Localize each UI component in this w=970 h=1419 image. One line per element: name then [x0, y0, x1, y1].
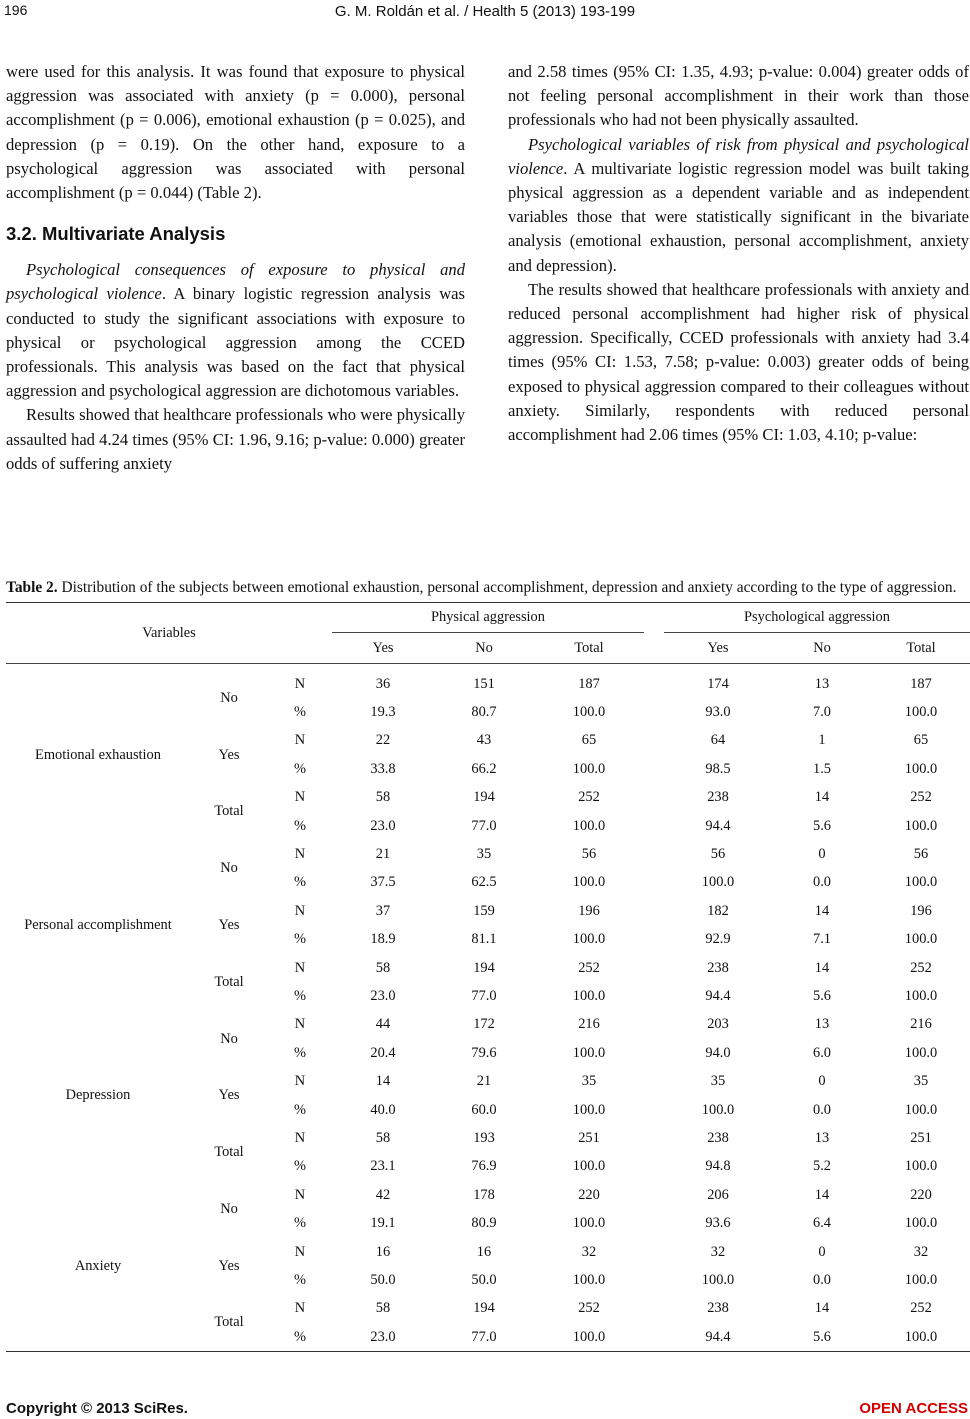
count-cell: 13: [814, 675, 830, 692]
stat-label: N: [294, 1129, 306, 1146]
count-cell: 14: [814, 789, 830, 806]
count-cell: 21: [476, 1073, 492, 1090]
percent-cell: 66.2: [471, 760, 497, 777]
level-label: No: [220, 1030, 238, 1047]
count-cell: 252: [578, 1300, 600, 1317]
col-header: Yes: [332, 633, 434, 664]
col-header: Total: [534, 633, 644, 664]
count-cell: 1: [818, 732, 826, 749]
percent-cell: 93.6: [705, 1215, 731, 1232]
count-cell: 58: [375, 959, 391, 976]
percent-cell: 0.0: [813, 1271, 831, 1288]
percent-cell: 100.0: [904, 874, 938, 891]
count-cell: 196: [910, 902, 932, 919]
stat-label: N: [294, 789, 306, 806]
variable-name: Anxiety: [6, 1181, 190, 1352]
left-paragraph-2-lead: Psychological consequences of exposure to physical and psychological violence: [6, 260, 465, 304]
percent-cell: 100.0: [572, 760, 606, 777]
count-cell: 14: [814, 959, 830, 976]
count-cell: 58: [375, 1300, 391, 1317]
percent-cell: 100.0: [572, 1271, 606, 1288]
percent-cell: 6.4: [813, 1215, 831, 1232]
count-cell: 172: [473, 1016, 495, 1033]
percent-cell: 100.0: [904, 1271, 938, 1288]
percent-cell: 100.0: [904, 1101, 938, 1118]
stat-label: N: [294, 1243, 306, 1260]
level-label: Total: [214, 973, 244, 990]
count-cell: 238: [707, 1129, 729, 1146]
percent-cell: 100.0: [572, 704, 606, 721]
stat-label: %: [294, 704, 306, 721]
stat-label: %: [294, 1044, 306, 1061]
percent-cell: 23.0: [370, 987, 396, 1004]
percent-cell: 0.0: [813, 874, 831, 891]
count-cell: 193: [473, 1129, 495, 1146]
percent-cell: 5.6: [813, 817, 831, 834]
level-label: Yes: [218, 1257, 240, 1274]
percent-cell: 100.0: [904, 931, 938, 948]
stat-label: N: [294, 1186, 306, 1203]
percent-cell: 79.6: [471, 1044, 497, 1061]
stat-label: %: [294, 760, 306, 777]
percent-cell: 100.0: [701, 1271, 735, 1288]
count-cell: 64: [710, 732, 726, 749]
count-cell: 13: [814, 1016, 830, 1033]
count-cell: 14: [814, 1186, 830, 1203]
percent-cell: 100.0: [904, 704, 938, 721]
count-cell: 194: [473, 1300, 495, 1317]
count-cell: 0: [818, 846, 826, 863]
percent-cell: 77.0: [471, 817, 497, 834]
percent-cell: 94.0: [705, 1044, 731, 1061]
count-cell: 14: [814, 1300, 830, 1317]
right-paragraph-1: and 2.58 times (95% CI: 1.35, 4.93; p-value: 0.004) greater odds of not feeling personal accomplishment in their work than those professionals who had not been physically assaulted.: [508, 62, 969, 130]
percent-cell: 100.0: [701, 1101, 735, 1118]
section-heading: 3.2. Multivariate Analysis: [6, 223, 226, 245]
stat-label: N: [294, 1300, 306, 1317]
percent-cell: 7.1: [813, 931, 831, 948]
percent-cell: 37.5: [370, 874, 396, 891]
count-cell: 14: [814, 902, 830, 919]
percent-cell: 23.1: [370, 1158, 396, 1175]
stat-label: %: [294, 817, 306, 834]
percent-cell: 50.0: [370, 1271, 396, 1288]
percent-cell: 1.5: [813, 760, 831, 777]
count-cell: 187: [578, 675, 600, 692]
count-cell: 178: [473, 1186, 495, 1203]
count-cell: 32: [581, 1243, 597, 1260]
level-label: No: [220, 689, 238, 706]
percent-cell: 92.9: [705, 931, 731, 948]
running-head: G. M. Roldán et al. / Health 5 (2013) 193-199: [334, 3, 636, 20]
percent-cell: 5.2: [813, 1158, 831, 1175]
percent-cell: 100.0: [904, 987, 938, 1004]
percent-cell: 100.0: [572, 874, 606, 891]
stat-label: %: [294, 931, 306, 948]
count-cell: 252: [910, 1300, 932, 1317]
count-cell: 56: [581, 846, 597, 863]
count-cell: 35: [581, 1073, 597, 1090]
count-cell: 182: [707, 902, 729, 919]
percent-cell: 93.0: [705, 704, 731, 721]
count-cell: 252: [910, 959, 932, 976]
stat-label: %: [294, 1215, 306, 1232]
level-label: No: [220, 1200, 238, 1217]
percent-cell: 100.0: [572, 1101, 606, 1118]
percent-cell: 100.0: [572, 1215, 606, 1232]
percent-cell: 18.9: [370, 931, 396, 948]
percent-cell: 100.0: [904, 817, 938, 834]
right-column: [508, 60, 969, 447]
count-cell: 37: [375, 902, 391, 919]
percent-cell: 7.0: [813, 704, 831, 721]
table-row: [6, 1181, 970, 1209]
percent-cell: 23.0: [332, 1323, 434, 1352]
left-paragraph-2: [6, 258, 465, 403]
table-caption-label: Table 2.: [6, 579, 58, 596]
percent-cell: 98.5: [705, 760, 731, 777]
count-cell: 65: [581, 732, 597, 749]
percent-cell: 100.0: [872, 1323, 970, 1352]
count-cell: 35: [476, 846, 492, 863]
percent-cell: 50.0: [471, 1271, 497, 1288]
count-cell: 151: [473, 675, 495, 692]
count-cell: 174: [707, 675, 729, 692]
table-row: [6, 670, 970, 698]
count-cell: 220: [910, 1186, 932, 1203]
count-cell: 56: [710, 846, 726, 863]
count-cell: 187: [910, 675, 932, 692]
right-paragraph-2-body: . A multivariate logistic regression model was built taking physical aggression as a dependent variable and as independent variables those that were statistically significant in the bivariate analysis (emotional exhaustion, personal accomplishment, anxiety and depression).: [508, 158, 969, 275]
percent-cell: 6.0: [813, 1044, 831, 1061]
col-header: No: [434, 633, 534, 664]
count-cell: 203: [707, 1016, 729, 1033]
stat-label: N: [294, 846, 306, 863]
percent-cell: 100.0: [572, 1158, 606, 1175]
percent-cell: 76.9: [471, 1158, 497, 1175]
percent-cell: 100.0: [572, 817, 606, 834]
count-cell: 252: [578, 789, 600, 806]
stat-label: N: [294, 675, 306, 692]
variable-name: Depression: [65, 1087, 131, 1104]
percent-cell: 60.0: [471, 1101, 497, 1118]
percent-cell: 100.0: [701, 874, 735, 891]
count-cell: 42: [375, 1186, 391, 1203]
stat-label: %: [294, 874, 306, 891]
count-cell: 238: [707, 1300, 729, 1317]
count-cell: 21: [375, 846, 391, 863]
count-cell: 159: [473, 902, 495, 919]
right-paragraph-2: [508, 133, 969, 278]
col-header: No: [772, 633, 872, 664]
count-cell: 238: [707, 789, 729, 806]
variables-header: Variables: [6, 602, 332, 664]
variable-name: Personal accomplishment: [24, 917, 172, 934]
col-header: Total: [872, 633, 970, 664]
count-cell: 16: [476, 1243, 492, 1260]
psychological-aggression-header: Psychological aggression: [664, 602, 970, 633]
count-cell: 58: [375, 789, 391, 806]
percent-cell: 81.1: [471, 931, 497, 948]
percent-cell: 100.0: [572, 1044, 606, 1061]
count-cell: 16: [375, 1243, 391, 1260]
count-cell: 14: [375, 1073, 391, 1090]
table-caption: [6, 577, 969, 598]
right-paragraph-3: The results showed that healthcare professionals with anxiety and reduced personal accomplishment had higher risk of physical aggression. Specifically, CCED professionals with anxiety had 3.4 times (95% CI: 1.53, 7.58; p-value: 0.003) greater odds of being exposed to physical aggression compared to their colleagues without anxiety. Similarly, respondents with reduced personal accomplishment had 2.06 times (95% CI: 1.03, 4.10; p-value:: [508, 279, 969, 445]
percent-cell: 100.0: [904, 1158, 938, 1175]
stat-label: %: [294, 1101, 306, 1118]
percent-cell: 40.0: [370, 1101, 396, 1118]
percent-cell: 5.6: [813, 987, 831, 1004]
level-label: No: [220, 860, 238, 877]
count-cell: 251: [910, 1129, 932, 1146]
stat-label: %: [294, 987, 306, 1004]
table-row: [6, 840, 970, 868]
level-label: Yes: [218, 746, 240, 763]
right-paragraph-2-lead: Psychological variables of risk from physical and psychological violence: [508, 134, 969, 178]
count-cell: 0: [818, 1073, 826, 1090]
percent-cell: 100.0: [904, 1215, 938, 1232]
count-cell: 65: [913, 732, 929, 749]
open-access-badge: OPEN ACCESS: [859, 1400, 968, 1417]
count-cell: 36: [375, 675, 391, 692]
percent-cell: 0.0: [813, 1101, 831, 1118]
count-cell: 58: [375, 1129, 391, 1146]
table-row: [6, 1011, 970, 1039]
percent-cell: 80.9: [471, 1215, 497, 1232]
percent-cell: 23.0: [370, 817, 396, 834]
count-cell: 44: [375, 1016, 391, 1033]
stat-label: N: [294, 1016, 306, 1033]
stat-label: %: [294, 1158, 306, 1175]
table-body: [6, 664, 970, 1352]
left-column: [6, 60, 465, 476]
count-cell: 43: [476, 732, 492, 749]
count-cell: 32: [913, 1243, 929, 1260]
percent-cell: 100.0: [572, 987, 606, 1004]
percent-cell: 100.0: [904, 1044, 938, 1061]
level-label: Total: [214, 803, 244, 820]
level-label: Yes: [218, 917, 240, 934]
percent-cell: 19.3: [370, 704, 396, 721]
count-cell: 220: [578, 1186, 600, 1203]
stat-label: %: [268, 1323, 332, 1352]
percent-cell: 100.0: [904, 760, 938, 777]
physical-aggression-header: Physical aggression: [332, 602, 644, 633]
left-paragraph-3: Results showed that healthcare professionals who were physically assaulted had 4.24 times (95% CI: 1.96, 9.16; p-value: 0.000) greater odds of suffering anxiety: [6, 405, 465, 473]
percent-cell: 94.8: [705, 1158, 731, 1175]
stat-label: N: [294, 732, 306, 749]
percent-cell: 62.5: [471, 874, 497, 891]
left-paragraph-2-body: . A binary logistic regression analysis was conducted to study the significant associations with exposure to physical or psychological aggression among the CCED professionals. This analysis was based on the fact that physical aggression and psychological aggression are dichotomous variables.: [6, 284, 466, 401]
col-header: Yes: [664, 633, 772, 664]
percent-cell: 100.0: [572, 931, 606, 948]
left-paragraph-1: were used for this analysis. It was found that exposure to physical aggression was associated with anxiety (p = 0.000), personal accomplishment (p = 0.006), emotional exhaustion (p = 0.025), and depression (p = 0.19). On the other hand, exposure to a psychological aggression was associated with personal accomplishment (p = 0.044) (Table 2).: [6, 62, 465, 203]
percent-cell: 80.7: [471, 704, 497, 721]
count-cell: 252: [578, 959, 600, 976]
percent-cell: 77.0: [471, 987, 497, 1004]
count-cell: 216: [578, 1016, 600, 1033]
count-cell: 0: [818, 1243, 826, 1260]
level-label: Total: [190, 1295, 268, 1353]
percent-cell: 19.1: [370, 1215, 396, 1232]
count-cell: 22: [375, 732, 391, 749]
count-cell: 56: [913, 846, 929, 863]
percent-cell: 5.6: [772, 1323, 872, 1352]
count-cell: 238: [707, 959, 729, 976]
variable-name: Emotional exhaustion: [35, 746, 161, 763]
count-cell: 194: [473, 959, 495, 976]
stat-label: %: [294, 1271, 306, 1288]
percent-cell: 77.0: [434, 1323, 534, 1352]
page-number: 196: [4, 2, 28, 18]
percent-cell: 100.0: [534, 1323, 644, 1352]
count-cell: 196: [578, 902, 600, 919]
count-cell: 206: [707, 1186, 729, 1203]
percent-cell: 33.8: [370, 760, 396, 777]
count-cell: 251: [578, 1129, 600, 1146]
stat-label: N: [294, 1073, 306, 1090]
count-cell: 35: [710, 1073, 726, 1090]
percent-cell: 94.4: [705, 987, 731, 1004]
count-cell: 252: [910, 789, 932, 806]
level-label: Yes: [218, 1087, 240, 1104]
count-cell: 13: [814, 1129, 830, 1146]
stat-label: N: [294, 959, 306, 976]
level-label: Total: [214, 1144, 244, 1161]
count-cell: 194: [473, 789, 495, 806]
count-cell: 216: [910, 1016, 932, 1033]
stat-label: N: [294, 902, 306, 919]
percent-cell: 20.4: [370, 1044, 396, 1061]
copyright: Copyright © 2013 SciRes.: [6, 1400, 188, 1417]
percent-cell: 94.4: [705, 817, 731, 834]
table-caption-text: Distribution of the subjects between emotional exhaustion, personal accomplishment, depression and anxiety according to the type of aggression.: [57, 579, 957, 596]
count-cell: 32: [710, 1243, 726, 1260]
percent-cell: 94.4: [664, 1323, 772, 1352]
count-cell: 35: [913, 1073, 929, 1090]
data-table: [6, 602, 970, 1352]
